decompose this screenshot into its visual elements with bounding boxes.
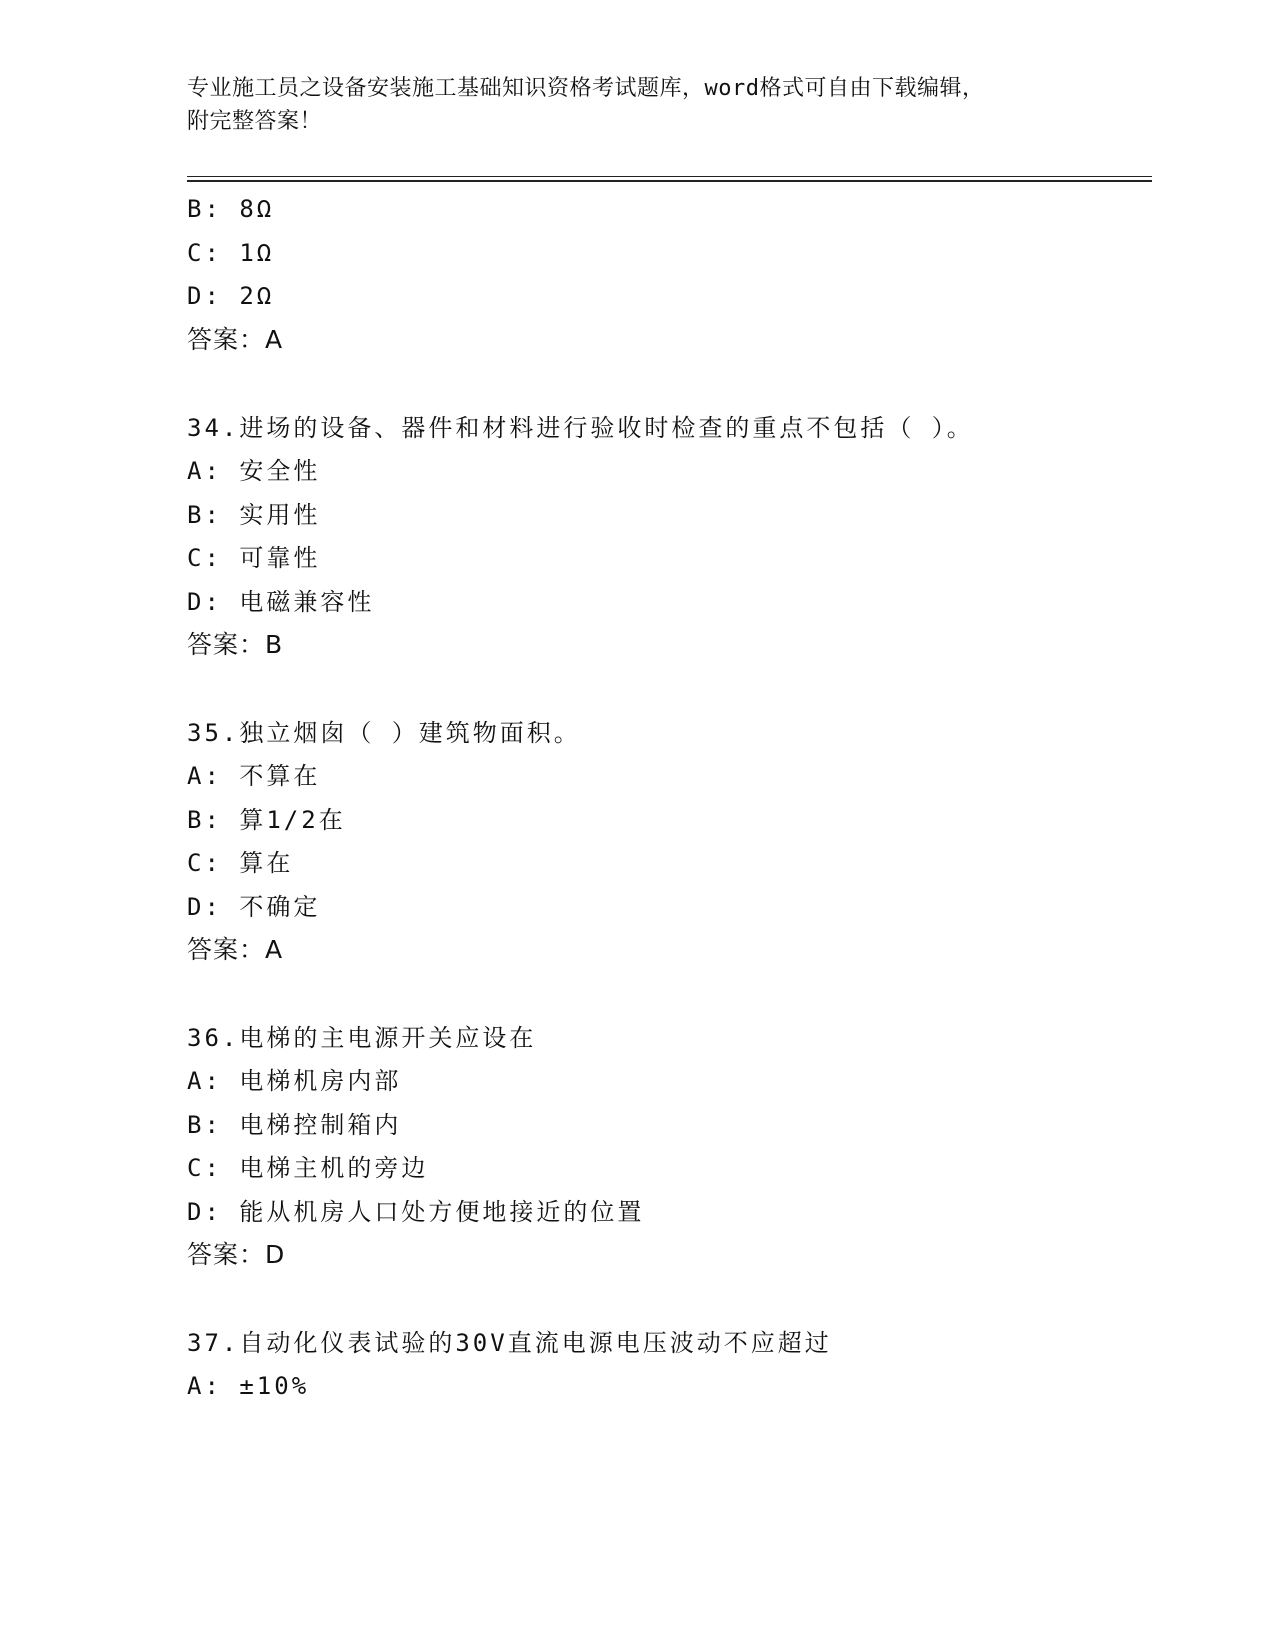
q35-option-b: B: 算1/2在 [187, 806, 346, 834]
header-line-2: 附完整答案！ [187, 109, 323, 134]
q37-stem: 37.自动化仪表试验的30V直流电源电压波动不应超过 [187, 1329, 832, 1357]
q33-option-d: D: 2Ω [187, 282, 275, 310]
q37-option-a: A: ±10% [187, 1372, 310, 1400]
q36-answer: 答案：D [187, 1240, 286, 1269]
q36-stem: 36.电梯的主电源开关应设在 [187, 1024, 537, 1052]
q34-stem: 34.进场的设备、器件和材料进行验收时检查的重点不包括（ ）。 [187, 414, 974, 442]
q34-option-d: D: 电磁兼容性 [187, 588, 375, 616]
q33-option-c: C: 1Ω [187, 239, 275, 267]
q33-option-b: B: 8Ω [187, 195, 275, 223]
q34-option-b: B: 实用性 [187, 501, 321, 529]
q35-stem: 35.独立烟囱（ ）建筑物面积。 [187, 719, 581, 747]
q36-option-d: D: 能从机房人口处方便地接近的位置 [187, 1198, 645, 1226]
q33-answer: 答案：A [187, 325, 284, 354]
header-divider-thin [187, 176, 1152, 177]
q35-option-c: C: 算在 [187, 849, 294, 877]
q36-option-b: B: 电梯控制箱内 [187, 1111, 402, 1139]
document-header [187, 72, 1087, 138]
q35-option-a: A: 不算在 [187, 762, 321, 790]
q36-option-a: A: 电梯机房内部 [187, 1067, 402, 1095]
header-line-1: 专业施工员之设备安装施工基础知识资格考试题库，word格式可自由下载编辑， [187, 76, 985, 101]
q34-option-c: C: 可靠性 [187, 544, 321, 572]
q35-option-d: D: 不确定 [187, 893, 321, 921]
q35-answer: 答案：A [187, 935, 284, 964]
header-divider-thick [187, 180, 1152, 182]
q34-option-a: A: 安全性 [187, 457, 321, 485]
q36-option-c: C: 电梯主机的旁边 [187, 1154, 429, 1182]
q34-answer: 答案：B [187, 630, 284, 659]
